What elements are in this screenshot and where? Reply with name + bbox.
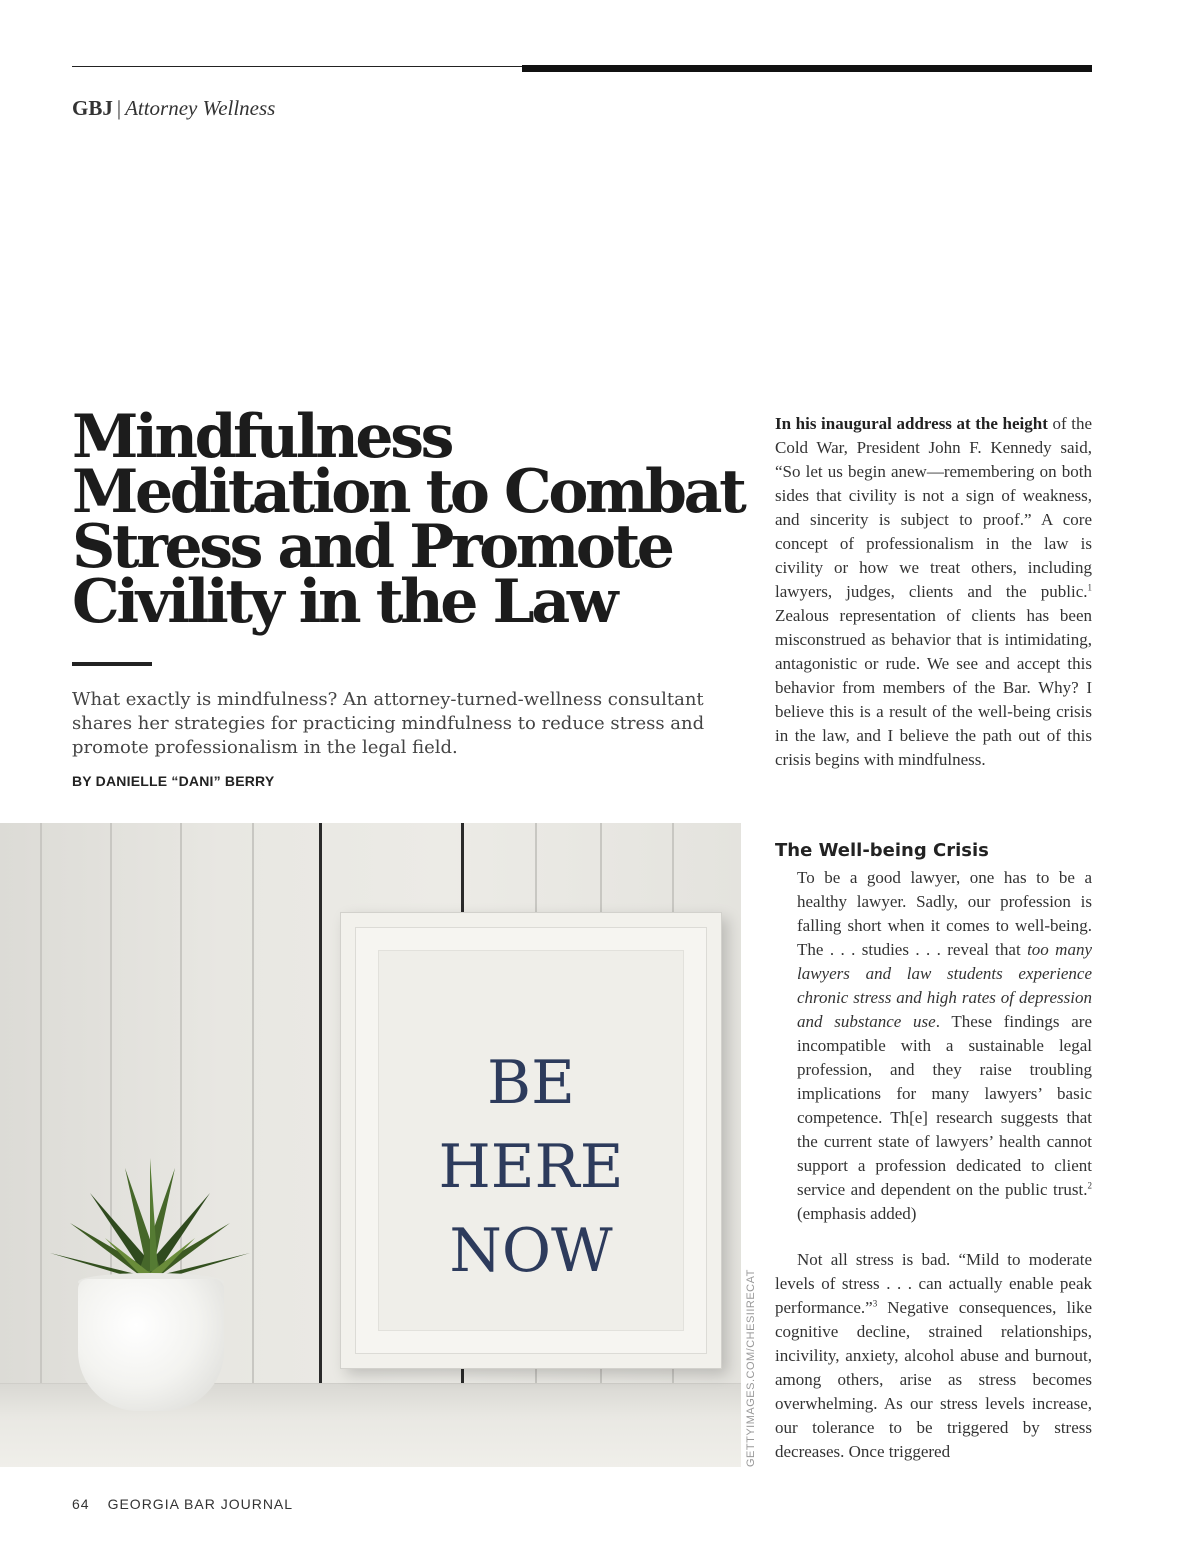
- page-number: 64: [72, 1496, 90, 1512]
- para-text: Not all stress is bad. “Mild to moderate levels of stress . . . can actually enable peak performance.”: [775, 1250, 1092, 1317]
- article-deck: What exactly is mindfulness? An attorney-turned-wellness consultant shares her strategies for practicing mindfulness to reduce stress and promote professionalism in the legal field.: [72, 689, 705, 758]
- publication-abbrev: GBJ: [72, 96, 113, 120]
- quote-text: To be a good lawyer, one has to be a healthy lawyer. Sadly, our profession is falling short when it comes to well-being. The . . . studies . . . reveal that: [797, 868, 1092, 959]
- publication-name: GEORGIA BAR JOURNAL: [107, 1496, 294, 1512]
- footnote-ref: 1: [1087, 582, 1092, 593]
- footnote-ref: 2: [1087, 1180, 1092, 1191]
- header-rule-thin: [72, 66, 524, 67]
- body-paragraph: [775, 1248, 1092, 1464]
- wall-plank: [252, 823, 254, 1383]
- intro-text: of the Cold War, President John F. Kennedy said, “So let us begin anew—remembering on both sides that civility is not a sign of weakness, and sincerity is subject to proof.” A core concept of professionalism in the law is civility or how we treat others, including lawyers, judges, clients and the public.: [775, 414, 1092, 601]
- byline: BY DANIELLE “DANI” BERRY: [72, 773, 275, 789]
- article-title: Mindfulness Meditation to Combat Stress and Promote Civility in the Law: [72, 402, 744, 637]
- section-name: Attorney Wellness: [125, 96, 276, 120]
- page-footer: [72, 1496, 293, 1512]
- wall-plank: [40, 823, 42, 1383]
- intro-text-continued: Zealous representation of clients has been misconstrued as behavior that is intimidating, antagonistic or rude. We see and accept this behavior from members of the Bar. Why? I believe this is a result of the well-being crisis in the law, and I believe the path out of this crisis begins with mindfulness.: [775, 606, 1092, 769]
- poster-mat: [378, 950, 684, 1331]
- article-photo: [0, 823, 741, 1467]
- photo-credit: GETTYIMAGES.COM/CHESIIRECAT: [745, 1269, 757, 1467]
- quote-text-continued: . These findings are incompatible with a sustainable legal profession, and they raise troubling implications for many lawyers’ basic competence. Th[e] research suggests that the current state of lawyers’ health cannot support a profession dedicated to client service and dependent on the public trust.: [797, 1012, 1092, 1199]
- quote-emphasis: too many lawyers and law students experience chronic stress and high rates of depression and substance use: [797, 940, 1092, 1031]
- section-header: [72, 96, 275, 121]
- intro-lead: In his inaugural address at the height: [775, 414, 1048, 433]
- wall-plank: [319, 823, 322, 1383]
- section-subhead: The Well-being Crisis: [775, 840, 989, 861]
- header-rule-thick: [522, 65, 1092, 72]
- para-text-continued: Negative consequences, like cognitive decline, strained relationships, incivility, anxiety, alcohol abuse and burnout, among others, arise as stress becomes overwhelming. As our stress levels increase, our tolerance to be triggered by stress decreases. Once triggered: [775, 1298, 1092, 1461]
- footnote-ref: 3: [872, 1298, 878, 1309]
- header-separator: |: [116, 96, 122, 120]
- quote-note: (emphasis added): [797, 1204, 917, 1223]
- intro-paragraph: [775, 412, 1092, 772]
- title-rule: [72, 662, 152, 666]
- plant-pot: [78, 1279, 224, 1411]
- block-quote: [797, 866, 1092, 1226]
- poster-line: NOW: [449, 1216, 613, 1286]
- succulent-plant: [30, 1153, 270, 1293]
- poster-frame: [340, 912, 722, 1369]
- poster-text: [379, 1041, 683, 1293]
- poster-line: BE: [487, 1048, 575, 1118]
- poster-line: HERE: [438, 1132, 624, 1202]
